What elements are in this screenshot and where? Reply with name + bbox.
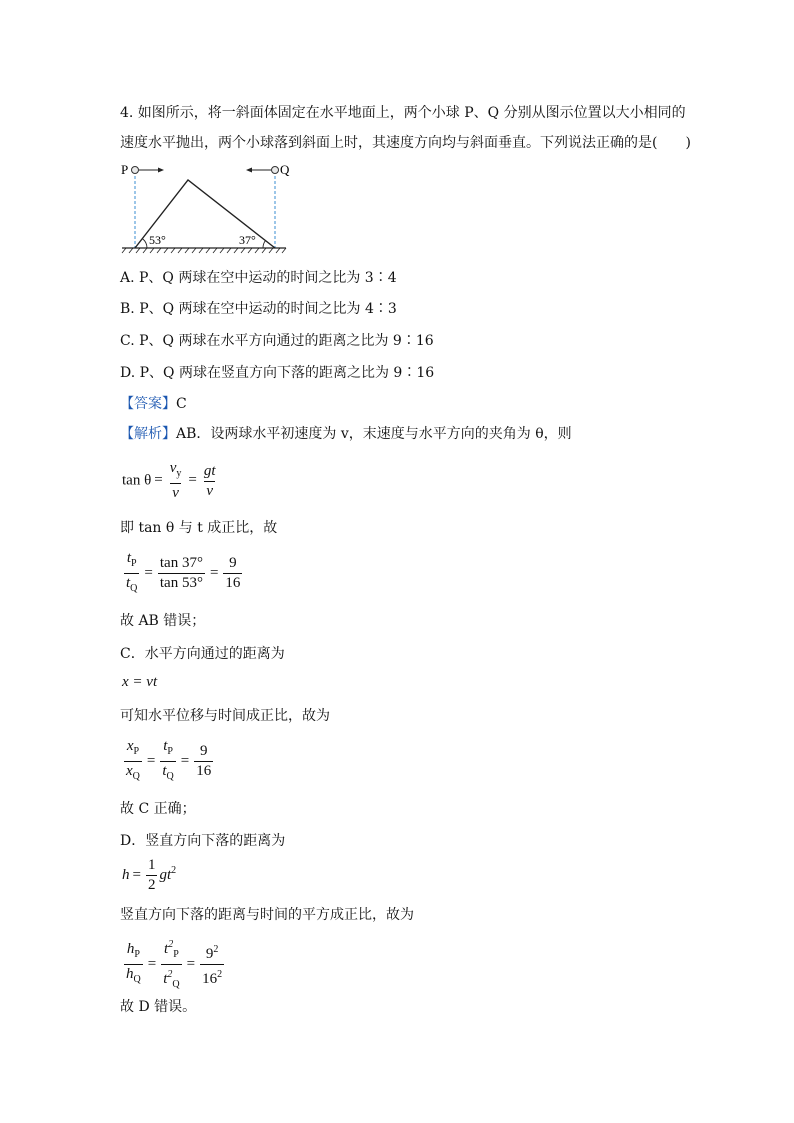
- ball-p: [132, 167, 139, 174]
- f6-n2: t: [164, 941, 169, 957]
- f4-n2: t: [163, 738, 168, 754]
- formula-h-half-gt2: h = $\frac{1}{2}$ $gt^2$: [122, 857, 177, 893]
- f6-d2sub: Q: [172, 979, 180, 990]
- f1-num2: gt: [203, 462, 216, 479]
- f6-n2sub: P: [173, 949, 179, 960]
- f4-n1: x: [126, 738, 134, 754]
- arrowhead-q: [246, 168, 252, 173]
- formula-h-ratio: $\frac{h_P}{h_Q}$ = $\frac{t^2_P}{t^2_Q}$ = $\frac{9^2}{16^2}$: [122, 936, 226, 993]
- f4-n2sub: P: [167, 746, 173, 757]
- f2-d1: t: [126, 575, 131, 591]
- analysis-text-2: 故 AB 错误；: [120, 613, 206, 629]
- analysis-text-5: 故 C 正确；: [120, 801, 196, 817]
- f5-num: 1: [147, 857, 156, 873]
- ground-hatching: [122, 248, 286, 253]
- f4-d1: x: [126, 763, 133, 779]
- f6-d1sub: Q: [133, 974, 141, 985]
- f2-n3: 9: [229, 555, 237, 571]
- f2-d2: tan 53°: [159, 575, 203, 591]
- arrowhead-p: [158, 168, 164, 173]
- label-p: P: [121, 162, 129, 177]
- f4-d1sub: Q: [132, 771, 140, 782]
- answer-line: [120, 394, 187, 414]
- f6-n1sub: P: [134, 949, 140, 960]
- angle-label-37: 37°: [239, 233, 256, 247]
- analysis-text-7: 竖直方向下落的距离与时间的平方成正比，故为: [120, 907, 414, 923]
- ball-q: [272, 167, 279, 174]
- question-line-1: 4. 如图所示，将一斜面体固定在水平地面上，两个小球 P、Q 分别从图示位置以大小相同的: [120, 105, 686, 121]
- formula-x-ratio: $\frac{x_P}{x_Q}$ = $\frac{t_P}{t_Q}$ = $\frac{9}{16}$: [122, 738, 215, 785]
- option-a: A. P、Q 两球在空中运动的时间之比为 3∶4: [120, 270, 397, 286]
- f5-exp: 2: [171, 864, 177, 876]
- f2-n1sub: P: [131, 558, 137, 569]
- f4-d3: 16: [196, 763, 212, 779]
- analysis-label: 【解析】: [120, 426, 176, 442]
- incline-figure: [118, 158, 288, 254]
- f1-lhs: tan θ: [122, 472, 152, 489]
- analysis-text-8: 故 D 错误。: [120, 999, 197, 1015]
- f2-n1: t: [126, 550, 131, 566]
- f6-n3: 9: [205, 946, 214, 962]
- f4-d2: t: [162, 763, 167, 779]
- answer-value: C: [176, 396, 187, 412]
- f4-d2sub: Q: [166, 771, 174, 782]
- label-q: Q: [280, 162, 290, 177]
- formula-tan-theta: tan θ = $\frac{v_y}{v}$ = $\frac{gt}{v}$: [122, 460, 216, 501]
- option-b: B. P、Q 两球在空中运动的时间之比为 4∶3: [120, 301, 397, 317]
- f4-n1sub: P: [133, 746, 140, 757]
- angle-label-53: 53°: [149, 233, 166, 247]
- answer-label: 【答案】: [120, 396, 176, 412]
- angle-arc-right: [263, 241, 266, 249]
- f1-num1: v: [169, 460, 177, 476]
- formula-x-vt: x = vt: [122, 674, 158, 690]
- analysis-text-3: C．水平方向通过的距离为: [120, 646, 285, 662]
- option-d: D. P、Q 两球在竖直方向下落的距离之比为 9∶16: [120, 365, 435, 381]
- f4-n3: 9: [200, 743, 208, 759]
- f6-d2sup: 2: [167, 969, 173, 980]
- f6-n2sup: 2: [168, 939, 174, 950]
- f6-d1: h: [126, 966, 134, 982]
- analysis-text-4: 可知水平位移与时间成正比，故为: [120, 708, 330, 724]
- analysis-intro: AB．设两球水平初速度为 v，末速度与水平方向的夹角为 θ，则: [176, 426, 572, 442]
- f6-n3sup: 2: [213, 944, 219, 955]
- formula-time-ratio: $\frac{t_P}{t_Q}$ = $\frac{\tan 37^\circ}{\tan 53^\circ}$ = $\frac{9}{16}$: [122, 550, 244, 597]
- f6-d3: 16: [202, 971, 218, 987]
- question-line-2: 速度水平抛出，两个小球落到斜面上时，其速度方向均与斜面垂直。下列说法正确的是( ): [120, 135, 691, 151]
- analysis-text-6: D．竖直方向下落的距离为: [120, 833, 286, 849]
- f1-den1: v: [172, 485, 179, 501]
- angle-arc-left: [142, 239, 147, 248]
- f2-n2: tan 37°: [159, 555, 203, 571]
- f5-lhs: h: [122, 866, 130, 883]
- f2-d3: 16: [225, 575, 241, 591]
- f1-sub1: y: [176, 468, 182, 479]
- analysis-intro-line: [120, 424, 572, 444]
- f6-d3sup: 2: [217, 969, 223, 980]
- f2-d1sub: Q: [130, 583, 138, 594]
- f5-den: 2: [147, 877, 156, 893]
- f6-d2: t: [163, 971, 168, 987]
- option-c: C. P、Q 两球在水平方向通过的距离之比为 9∶16: [120, 333, 434, 349]
- f6-n1: h: [126, 941, 135, 957]
- f1-den2: v: [206, 482, 214, 499]
- analysis-text-1: 即 tan θ 与 t 成正比，故: [120, 520, 278, 536]
- f5-rhs: gt: [159, 866, 172, 883]
